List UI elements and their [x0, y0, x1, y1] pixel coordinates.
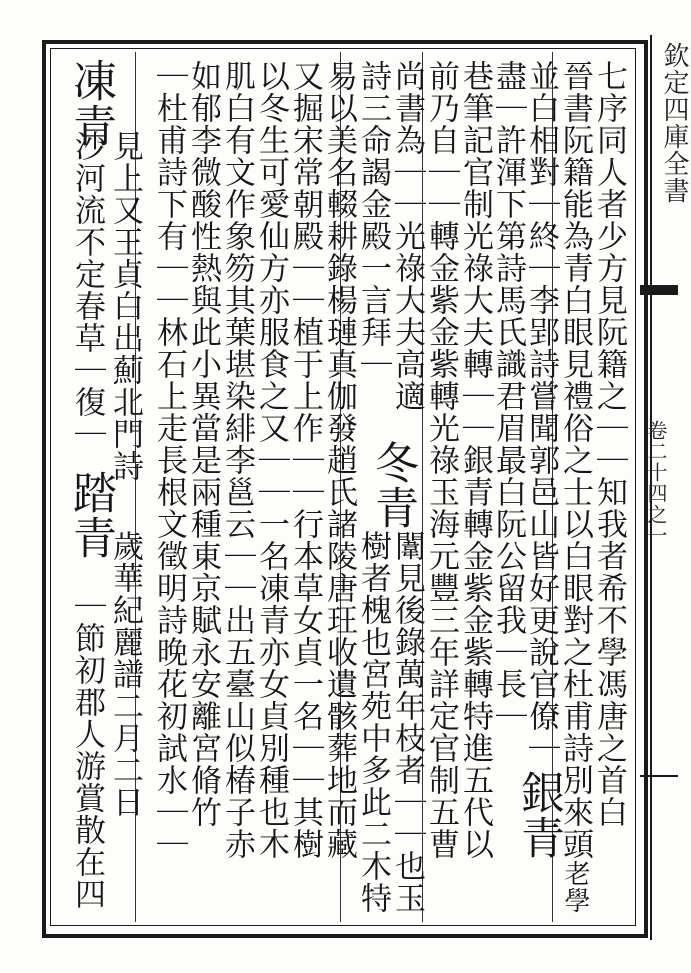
- text-column: 樹者槐也宮苑中多此二木特: [355, 530, 391, 914]
- text-column: 詩三命謁金殿一言拜｜: [355, 60, 391, 380]
- headword: 踏青: [65, 470, 116, 560]
- text-column: 七序同人者少方見阮籍之｜｜知我者希不學馮唐之首白: [591, 60, 627, 828]
- headword-note: 老學: [560, 860, 590, 914]
- text-column: 巷筆記官制光祿大夫轉｜｜銀青轉金紫金紫轉特進五代以: [457, 60, 493, 860]
- text-column: ｜杜甫詩下有｜｜林石上走長根文徵明詩晚花初試水｜｜: [151, 60, 187, 860]
- text-column: 以冬生可愛仙方亦服食之又｜｜一名凍青亦女貞別種也木: [253, 60, 289, 860]
- text-column: 尚書為｜｜光祿大夫高適: [389, 60, 425, 412]
- text-column: 歲華紀麗譜二月二日: [107, 530, 143, 818]
- headword: 凍青: [65, 58, 116, 148]
- text-column: ｜節初郡人游賞散在四: [69, 590, 105, 910]
- volume-label: 卷二十四之一: [644, 420, 668, 546]
- margin-tick: [640, 775, 678, 777]
- text-column: 如郁李微酸性熱與此小異當是兩種東京賦永安離宮脩竹: [185, 60, 221, 828]
- text-column: 易以美名輟耕錄楊璉真伽發趙氏諸陵唐玨收遺骸葬地而藏: [321, 60, 357, 860]
- fishtail-mark: [640, 285, 678, 295]
- headword: 冬青: [367, 440, 418, 530]
- text-column: 前乃自｜｜轉金紫金紫轉光祿玉海元豐三年詳定官制五曹: [423, 60, 459, 860]
- text-column: 見上又王貞白出薊北門詩: [107, 130, 143, 482]
- text-column: 又掘宋常朝殿｜｜植于上作｜｜行本草女貞一名｜｜其樹: [287, 60, 323, 860]
- headword: 銀青: [513, 770, 564, 860]
- text-column: 闈見後錄萬年枝者｜｜也玉: [389, 530, 425, 914]
- text-column: 晉書阮籍能為青白眼見禮俗之士以白眼對之杜甫詩別來頭: [557, 60, 593, 860]
- text-column: 沙河流不定春草｜復｜: [69, 130, 105, 450]
- text-column: 肌白有文作象笏其葉堪染緋李邕云｜｜出五臺山似椿子赤: [219, 60, 255, 860]
- book-title: 欽定四庫全書: [659, 42, 689, 204]
- text-column: 並白相對｜終｜李郢詩嘗聞郭邑山皆好更說官僚｜: [523, 60, 559, 764]
- text-column: 盡｜許渾下第詩馬氏識君眉最白阮公留我｜長｜: [490, 60, 526, 732]
